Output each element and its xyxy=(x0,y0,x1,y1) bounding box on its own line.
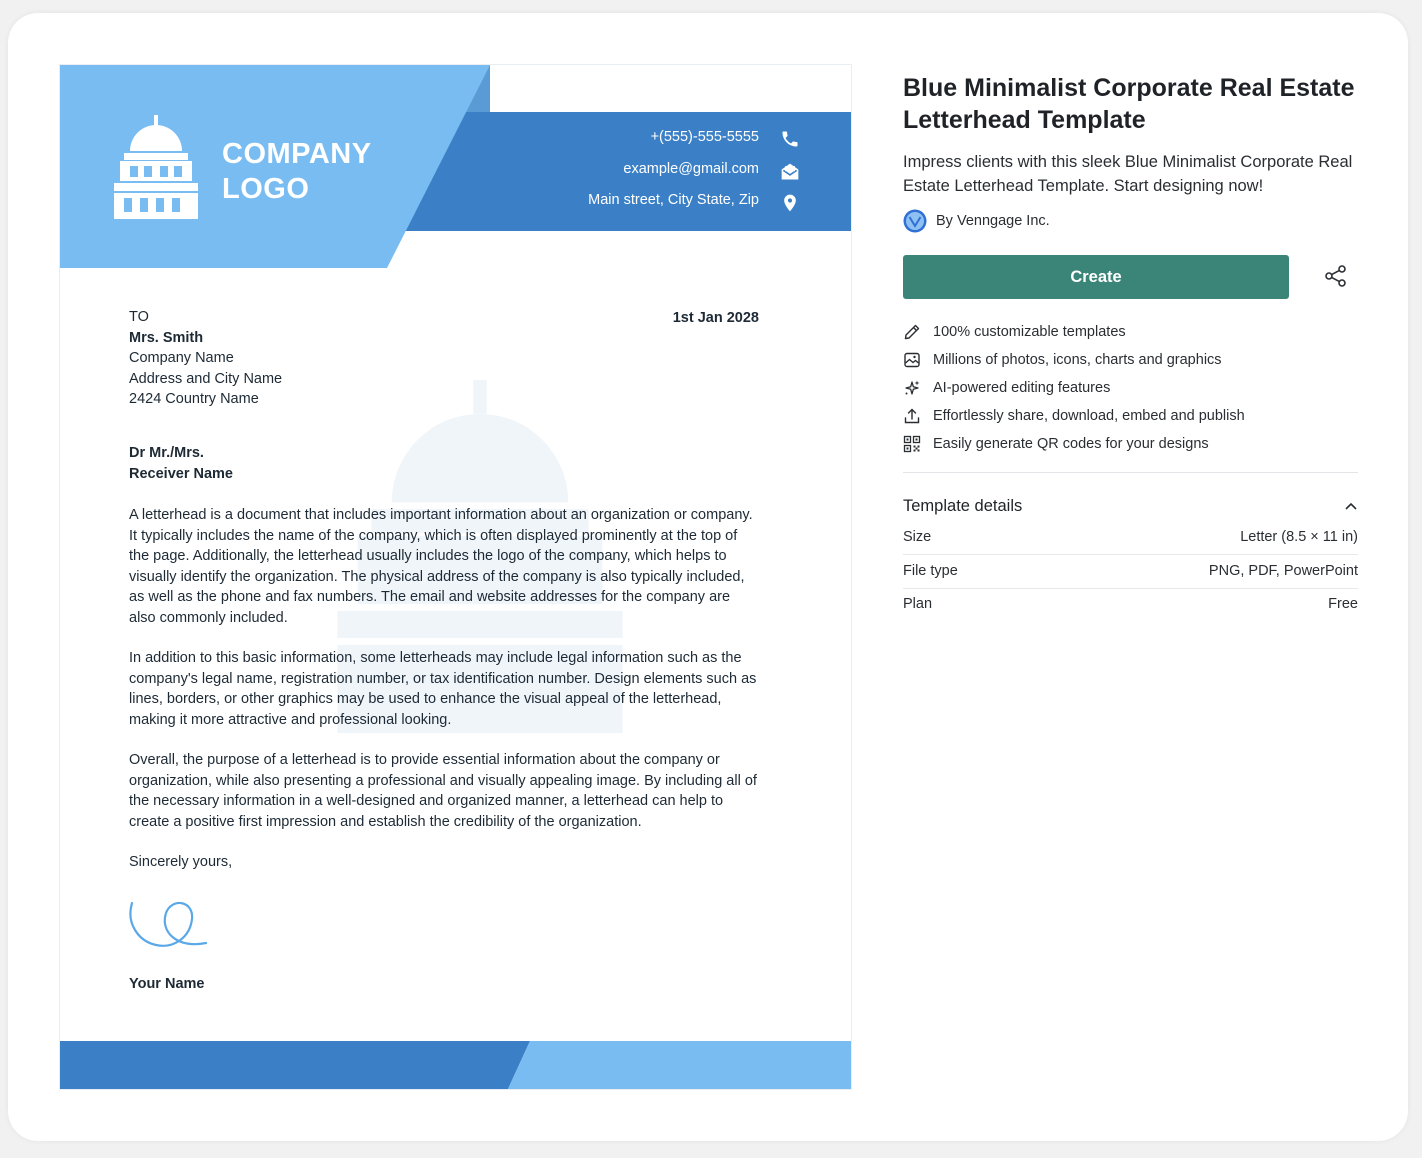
template-description: Impress clients with this sleek Blue Minimalist Corporate Real Estate Letterhead Template. Start designing now! xyxy=(903,153,1353,195)
feature-label: 100% customizable templates xyxy=(933,324,1126,340)
feature-item xyxy=(903,430,1245,458)
detail-value: Free xyxy=(1328,596,1358,612)
pencil-icon xyxy=(903,323,921,341)
template-details-title: Template details xyxy=(903,496,1023,515)
feature-item xyxy=(903,346,1245,374)
recipient-country: 2424 Country Name xyxy=(129,391,259,407)
detail-label: Plan xyxy=(903,596,933,612)
detail-row-size xyxy=(903,520,1358,555)
recipient-company: Company Name xyxy=(129,350,234,366)
phone-icon xyxy=(780,129,800,149)
sparkle-icon xyxy=(903,379,921,397)
qr-code-icon xyxy=(903,435,921,453)
author-link[interactable] xyxy=(903,209,1050,233)
detail-label: File type xyxy=(903,563,958,579)
signer-name: Your Name xyxy=(129,976,205,992)
salutation-line-2: Receiver Name xyxy=(129,466,233,482)
detail-row-plan xyxy=(903,587,1358,621)
recipient-name: Mrs. Smith xyxy=(129,330,204,346)
feature-label: Effortlessly share, download, embed and publish xyxy=(933,408,1245,424)
letter-date: 1st Jan 2028 xyxy=(672,310,759,326)
mail-icon xyxy=(780,162,800,182)
detail-value: Letter (8.5 × 11 in) xyxy=(1240,529,1358,545)
feature-list xyxy=(903,318,1245,458)
company-logo-text xyxy=(222,137,372,207)
venngage-avatar-icon xyxy=(903,209,927,233)
logo-line-2: LOGO xyxy=(222,173,310,205)
feature-label: Easily generate QR codes for your designs xyxy=(933,436,1209,452)
feature-item xyxy=(903,318,1245,346)
body-paragraph-3: Overall, the purpose of a letterhead is to provide essential information about the company or organization, while also presenting a professional and visually appealing image. By including all of the necessary information in a well-designed and organized manner, a letterhead can help to create a positive first impression and establish the credibility of the organization. xyxy=(129,752,757,830)
location-pin-icon xyxy=(780,193,800,213)
recipient-address: Address and City Name xyxy=(129,371,283,387)
body-paragraph-1: A letterhead is a document that includes important information about an organization or company. It typically includes the name of the company, which is often displayed prominently at the top of the page. Additionally, the letterhead usually includes the logo of the company, which helps to visually identify the organization. The physical address of the company is also typically included, as well as the phone and fax numbers. The email and website addresses for the company are also commonly included. xyxy=(129,507,753,626)
salutation-line-1: Dr Mr./Mrs. xyxy=(129,445,204,461)
chevron-up-icon[interactable] xyxy=(1344,499,1358,513)
detail-row-file-type xyxy=(903,554,1358,589)
closing-text: Sincerely yours, xyxy=(129,854,233,870)
create-button[interactable]: Create xyxy=(903,255,1289,299)
email-text: example@gmail.com xyxy=(623,161,759,177)
phone-text: +(555)-555-5555 xyxy=(650,129,759,145)
signature-icon xyxy=(126,893,210,953)
feature-item xyxy=(903,374,1245,402)
feature-item xyxy=(903,402,1245,430)
logo-line-1: COMPANY xyxy=(222,138,372,170)
template-title: Blue Minimalist Corporate Real Estate Letterhead Template xyxy=(903,74,1355,134)
author-name: By Venngage Inc. xyxy=(936,213,1050,229)
upload-icon xyxy=(903,407,921,425)
panel-divider xyxy=(903,472,1358,473)
feature-label: AI-powered editing features xyxy=(933,380,1111,396)
address-text: Main street, City State, Zip xyxy=(588,192,759,208)
footer-band xyxy=(60,1041,852,1089)
letterhead-preview[interactable] xyxy=(59,64,852,1090)
share-icon[interactable] xyxy=(1322,262,1350,290)
feature-label: Millions of photos, icons, charts and graphics xyxy=(933,352,1222,368)
template-details-toggle[interactable] xyxy=(903,494,1358,518)
body-paragraph-2: In addition to this basic information, some letterheads may include legal information such as the company's legal name, registration number, or tax identification number. Design elements such as lines, borders, or other graphics may be used to enhance the visual appeal of the letterhead, making it more attractive and professional looking. xyxy=(129,650,757,728)
detail-label: Size xyxy=(903,529,932,545)
image-icon xyxy=(903,351,921,369)
building-logo-icon xyxy=(112,115,200,221)
detail-value: PNG, PDF, PowerPoint xyxy=(1208,563,1358,579)
to-label: TO xyxy=(129,309,149,325)
